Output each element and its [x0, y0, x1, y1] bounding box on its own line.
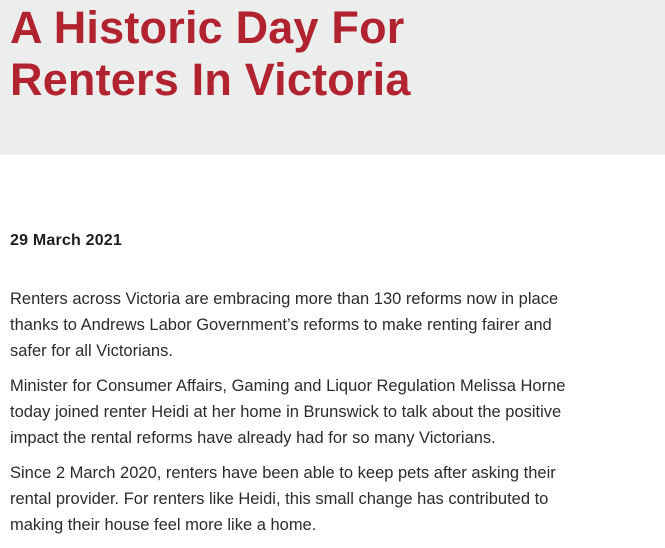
paragraph-2	[10, 373, 653, 451]
paragraph-line: impact the rental reforms have already had for so many Victorians.	[10, 429, 496, 447]
article-date: 29 March 2021	[10, 232, 123, 249]
article-content	[0, 231, 665, 538]
paragraph-line: Renters across Victoria are embracing more than 130 reforms now in place	[10, 290, 559, 308]
paragraph-line: Since 2 March 2020, renters have been able to keep pets after asking their	[10, 464, 556, 482]
paragraph-line: thanks to Andrews Labor Government’s reforms to make renting fairer and	[10, 316, 552, 334]
paragraph-1	[10, 286, 653, 364]
paragraph-line: rental provider. For renters like Heidi, this small change has contributed to	[10, 490, 549, 508]
article-body	[10, 286, 653, 538]
paragraph-line: safer for all Victorians.	[10, 342, 173, 360]
paragraph-line: making their house feel more like a home.	[10, 516, 317, 534]
paragraph-line: Minister for Consumer Affairs, Gaming and Liquor Regulation Melissa Horne	[10, 377, 566, 395]
paragraph-line: today joined renter Heidi at her home in Brunswick to talk about the positive	[10, 403, 562, 421]
page-title-line-1: A Historic Day For	[10, 2, 405, 53]
page-title-line-2: Renters In Victoria	[10, 54, 411, 105]
page-title	[10, 2, 653, 106]
article-header	[0, 0, 665, 155]
paragraph-3	[10, 460, 653, 538]
